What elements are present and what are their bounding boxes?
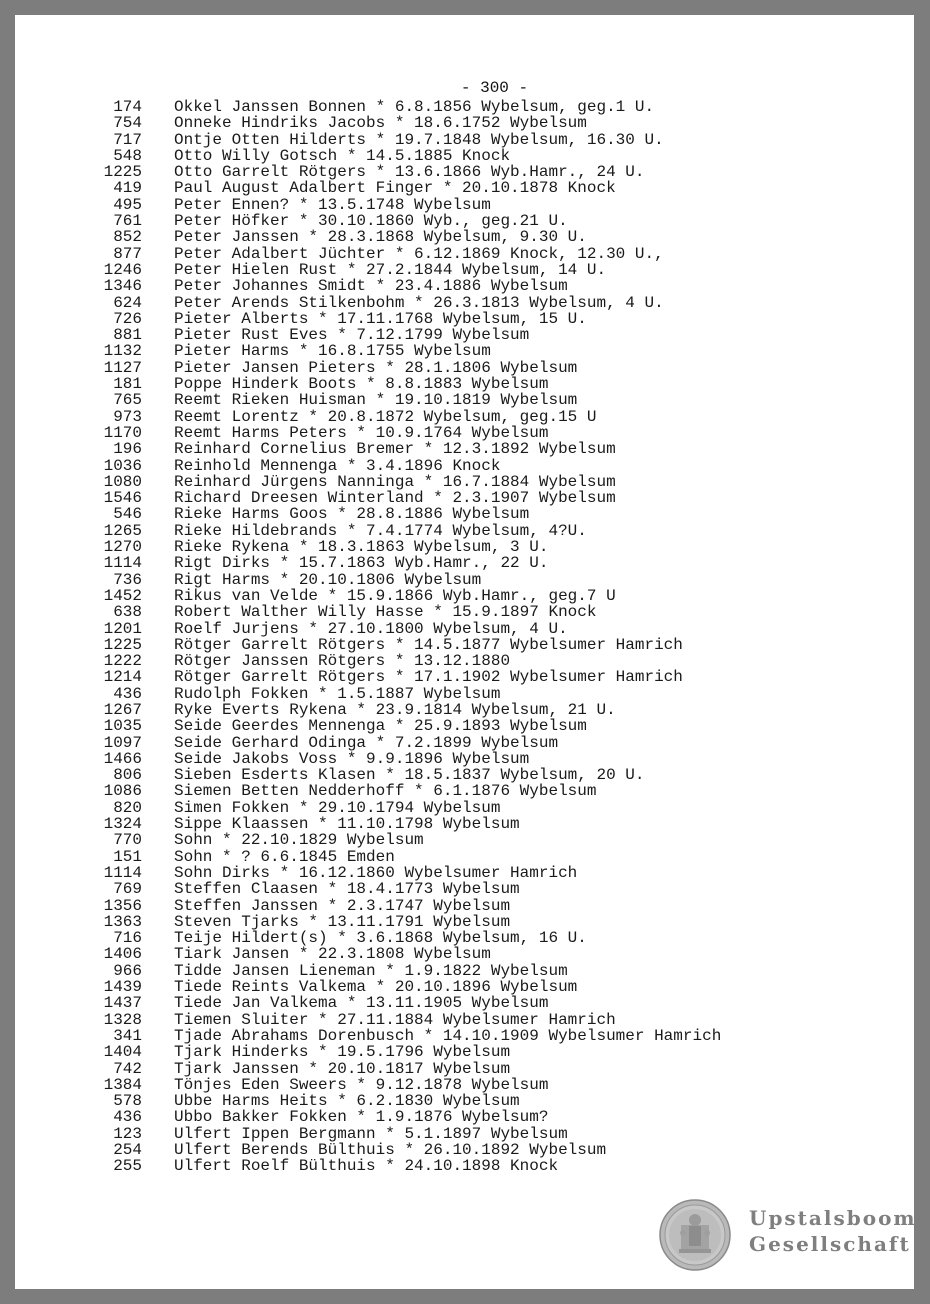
entry-number: 436: [113, 684, 142, 703]
entry-row: [15, 686, 721, 702]
entry-number: 1035: [103, 717, 142, 736]
entry-row: [15, 539, 721, 555]
entry-number: 546: [113, 505, 142, 524]
entry-text: Richard Dreesen Winterland * 2.3.1907 Wybelsum: [174, 489, 616, 508]
entry-text: Tiark Jansen * 22.3.1808 Wybelsum: [174, 945, 491, 964]
entry-text: Pieter Alberts * 17.11.1768 Wybelsum, 15 U.: [174, 309, 587, 328]
entry-number: 1214: [103, 668, 142, 687]
entry-number: 341: [113, 1026, 142, 1045]
entry-number: 852: [113, 228, 142, 247]
entry-number: 1439: [103, 978, 142, 997]
entry-row: [15, 767, 721, 783]
entry-number: 881: [113, 326, 142, 345]
entry-number: 1404: [103, 1043, 142, 1062]
entry-number: 1225: [103, 163, 142, 182]
entry-text: Peter Johannes Smidt * 23.4.1886 Wybelsum: [174, 277, 568, 296]
entry-text: Reinhard Cornelius Bremer * 12.3.1892 Wybelsum: [174, 440, 616, 459]
entry-row: [15, 653, 721, 669]
entry-text: Simen Fokken * 29.10.1794 Wybelsum: [174, 798, 501, 817]
entry-row: [15, 1077, 721, 1093]
entry-text: Pieter Jansen Pieters * 28.1.1806 Wybelsum: [174, 358, 578, 377]
entry-row: [15, 343, 721, 359]
entry-text: Teije Hildert(s) * 3.6.1868 Wybelsum, 16 U.: [174, 929, 587, 948]
entry-row: [15, 490, 721, 506]
entry-text: Peter Hielen Rust * 27.2.1844 Wybelsum, 14 U.: [174, 260, 607, 279]
entry-number: 765: [113, 391, 142, 410]
entry-number: 254: [113, 1141, 142, 1159]
entry-number: 761: [113, 212, 142, 231]
entry-text: Tjade Abrahams Dorenbusch * 14.10.1909 Wybelsumer Hamrich: [174, 1026, 722, 1045]
entry-row: [15, 441, 721, 457]
entry-row: [15, 1061, 721, 1077]
entry-row: [15, 523, 721, 539]
entry-row: [15, 180, 721, 196]
entry-text: Ontje Otten Hilderts * 19.7.1848 Wybelsum, 16.30 U.: [174, 130, 664, 149]
entry-text: Ulfert Roelf Bülthuis * 24.10.1898 Knock: [174, 1157, 559, 1176]
entry-text: Tiemen Sluiter * 27.11.1884 Wybelsumer Hamrich: [174, 1010, 616, 1029]
entry-text: Tidde Jansen Lieneman * 1.9.1822 Wybelsum: [174, 961, 568, 980]
entry-text: Steven Tjarks * 13.11.1791 Wybelsum: [174, 912, 511, 931]
entry-number: 806: [113, 766, 142, 785]
entry-number: 1363: [103, 912, 142, 931]
entry-row: [15, 1126, 721, 1142]
entry-text: Onneke Hindriks Jacobs * 18.6.1752 Wybelsum: [174, 114, 587, 133]
entry-text: Peter Adalbert Jüchter * 6.12.1869 Knock, 12.30 U.,: [174, 244, 664, 263]
entry-row: [15, 376, 721, 392]
entry-text: Peter Ennen? * 13.5.1748 Wybelsum: [174, 195, 491, 214]
entry-text: Reemt Harms Peters * 10.9.1764 Wybelsum: [174, 423, 549, 442]
entry-row: [15, 1093, 721, 1109]
entry-text: Rieke Harms Goos * 28.8.1886 Wybelsum: [174, 505, 530, 524]
entry-number: 548: [113, 146, 142, 165]
entry-text: Steffen Claasen * 18.4.1773 Wybelsum: [174, 880, 520, 899]
entry-row: [15, 735, 721, 751]
entry-text: Ulfert Berends Bülthuis * 26.10.1892 Wybelsum: [174, 1141, 607, 1159]
entry-number: 1114: [103, 554, 142, 573]
entry-text: Rudolph Fokken * 1.5.1887 Wybelsum: [174, 684, 501, 703]
entry-row: [15, 930, 721, 946]
entry-row: [15, 1012, 721, 1028]
entry-text: Roelf Jurjens * 27.10.1800 Wybelsum, 4 U.: [174, 619, 568, 638]
seal-icon: [659, 1199, 731, 1271]
entry-row: [15, 751, 721, 767]
entry-row: [15, 555, 721, 571]
entry-text: Otto Garrelt Rötgers * 13.6.1866 Wyb.Hamr., 24 U.: [174, 163, 645, 182]
entry-number: 1114: [103, 863, 142, 882]
society-logo: [659, 1199, 917, 1275]
entry-text: Seide Gerhard Odinga * 7.2.1899 Wybelsum: [174, 733, 559, 752]
entry-text: Tönjes Eden Sweers * 9.12.1878 Wybelsum: [174, 1075, 549, 1094]
entry-number: 181: [113, 375, 142, 394]
entry-text: Reemt Lorentz * 20.8.1872 Wybelsum, geg.15 U: [174, 407, 597, 426]
entry-text: Steffen Janssen * 2.3.1747 Wybelsum: [174, 896, 511, 915]
entry-number: 174: [113, 98, 142, 116]
entry-number: 123: [113, 1124, 142, 1143]
entry-text: Paul August Adalbert Finger * 20.10.1878 Knock: [174, 179, 616, 198]
entry-number: 717: [113, 130, 142, 149]
entry-row: [15, 800, 721, 816]
entry-number: 1466: [103, 749, 142, 768]
entry-row: [15, 246, 721, 262]
entry-text: Tjark Hinderks * 19.5.1796 Wybelsum: [174, 1043, 511, 1062]
entry-number: 1246: [103, 260, 142, 279]
entry-number: 1132: [103, 342, 142, 361]
entry-row: [15, 392, 721, 408]
entry-text: Tiede Jan Valkema * 13.11.1905 Wybelsum: [174, 994, 549, 1013]
entry-number: 770: [113, 831, 142, 850]
entry-row: [15, 148, 721, 164]
entry-number: 151: [113, 847, 142, 866]
entry-row: [15, 669, 721, 685]
entry-row: [15, 1028, 721, 1044]
entry-row: [15, 1044, 721, 1060]
entry-text: Reemt Rieken Huisman * 19.10.1819 Wybelsum: [174, 391, 578, 410]
entry-number: 1080: [103, 472, 142, 491]
entry-row: [15, 474, 721, 490]
entry-row: [15, 914, 721, 930]
entry-text: Peter Janssen * 28.3.1868 Wybelsum, 9.30 U.: [174, 228, 587, 247]
entry-number: 1267: [103, 700, 142, 719]
entry-row: [15, 702, 721, 718]
entry-number: 255: [113, 1157, 142, 1176]
entry-text: Pieter Harms * 16.8.1755 Wybelsum: [174, 342, 491, 361]
entry-text: Rikus van Velde * 15.9.1866 Wyb.Hamr., geg.7 U: [174, 586, 616, 605]
entry-text: Rieke Hildebrands * 7.4.1774 Wybelsum, 4?U.: [174, 521, 587, 540]
entry-row: [15, 213, 721, 229]
entry-text: Reinhold Mennenga * 3.4.1896 Knock: [174, 456, 501, 475]
entry-text: Rigt Harms * 20.10.1806 Wybelsum: [174, 570, 482, 589]
logo-line-2: Gesellschaft: [749, 1232, 911, 1256]
entry-number: 638: [113, 603, 142, 622]
entry-row: [15, 360, 721, 376]
entry-row: [15, 946, 721, 962]
entry-number: 1097: [103, 733, 142, 752]
entry-number: 1546: [103, 489, 142, 508]
entry-text: Poppe Hinderk Boots * 8.8.1883 Wybelsum: [174, 375, 549, 394]
entry-row: [15, 621, 721, 637]
entry-number: 769: [113, 880, 142, 899]
entry-number: 966: [113, 961, 142, 980]
entry-number: 1265: [103, 521, 142, 540]
entry-row: [15, 1109, 721, 1125]
entry-number: 726: [113, 309, 142, 328]
entry-number: 1170: [103, 423, 142, 442]
entry-number: 1384: [103, 1075, 142, 1094]
entry-text: Ubbo Bakker Fokken * 1.9.1876 Wybelsum?: [174, 1108, 549, 1127]
entry-number: 495: [113, 195, 142, 214]
entry-number: 436: [113, 1108, 142, 1127]
entry-row: [15, 995, 721, 1011]
entry-row: [15, 278, 721, 294]
entry-row: [15, 832, 721, 848]
entry-number: 419: [113, 179, 142, 198]
entry-row: [15, 979, 721, 995]
entry-text: Tjark Janssen * 20.10.1817 Wybelsum: [174, 1059, 511, 1078]
entry-row: [15, 506, 721, 522]
document-page: [15, 15, 917, 1289]
entry-row: [15, 295, 721, 311]
entry-text: Sippe Klaassen * 11.10.1798 Wybelsum: [174, 815, 520, 834]
entry-text: Tiede Reints Valkema * 20.10.1896 Wybelsum: [174, 978, 578, 997]
entry-text: Rieke Rykena * 18.3.1863 Wybelsum, 3 U.: [174, 538, 549, 557]
entry-row: [15, 115, 721, 131]
entry-row: [15, 963, 721, 979]
entry-text: Pieter Rust Eves * 7.12.1799 Wybelsum: [174, 326, 530, 345]
entry-number: 578: [113, 1092, 142, 1111]
entry-row: [15, 409, 721, 425]
entry-text: Seide Geerdes Mennenga * 25.9.1893 Wybelsum: [174, 717, 587, 736]
entry-number: 1036: [103, 456, 142, 475]
entry-text: Robert Walther Willy Hasse * 15.9.1897 Knock: [174, 603, 597, 622]
entry-text: Rigt Dirks * 15.7.1863 Wyb.Hamr., 22 U.: [174, 554, 549, 573]
entry-list: [15, 99, 721, 1175]
entry-text: Rötger Janssen Rötgers * 13.12.1880: [174, 652, 511, 671]
entry-number: 1406: [103, 945, 142, 964]
entry-number: 1201: [103, 619, 142, 638]
entry-row: [15, 849, 721, 865]
entry-number: 754: [113, 114, 142, 133]
entry-row: [15, 262, 721, 278]
entry-row: [15, 783, 721, 799]
entry-number: 196: [113, 440, 142, 459]
entry-number: 1225: [103, 635, 142, 654]
entry-row: [15, 311, 721, 327]
entry-row: [15, 718, 721, 734]
logo-line-1: Upstalsboom: [749, 1206, 917, 1230]
entry-number: 742: [113, 1059, 142, 1078]
entry-number: 1346: [103, 277, 142, 296]
entry-text: Peter Arends Stilkenbohm * 26.3.1813 Wybelsum, 4 U.: [174, 293, 664, 312]
entry-number: 1356: [103, 896, 142, 915]
entry-number: 736: [113, 570, 142, 589]
entry-number: 1270: [103, 538, 142, 557]
entry-text: Peter Höfker * 30.10.1860 Wyb., geg.21 U.: [174, 212, 568, 231]
entry-text: Sohn * ? 6.6.1845 Emden: [174, 847, 395, 866]
entry-text: Rötger Garrelt Rötgers * 14.5.1877 Wybelsumer Hamrich: [174, 635, 683, 654]
entry-row: [15, 229, 721, 245]
entry-row: [15, 327, 721, 343]
entry-number: 1222: [103, 652, 142, 671]
entry-number: 1437: [103, 994, 142, 1013]
entry-row: [15, 816, 721, 832]
entry-text: Siemen Betten Nedderhoff * 6.1.1876 Wybelsum: [174, 782, 597, 801]
page-number: - 300 -: [460, 79, 529, 97]
entry-number: 973: [113, 407, 142, 426]
entry-text: Ryke Everts Rykena * 23.9.1814 Wybelsum, 21 U.: [174, 700, 616, 719]
entry-text: Sohn Dirks * 16.12.1860 Wybelsumer Hamrich: [174, 863, 578, 882]
entry-row: [15, 1142, 721, 1158]
entry-text: Okkel Janssen Bonnen * 6.8.1856 Wybelsum, geg.1 U.: [174, 98, 655, 116]
entry-row: [15, 458, 721, 474]
entry-number: 877: [113, 244, 142, 263]
entry-text: Sieben Esderts Klasen * 18.5.1837 Wybelsum, 20 U.: [174, 766, 645, 785]
entry-number: 1086: [103, 782, 142, 801]
entry-text: Ubbe Harms Heits * 6.2.1830 Wybelsum: [174, 1092, 520, 1111]
logo-text: [749, 1205, 917, 1257]
entry-row: [15, 881, 721, 897]
entry-row: [15, 99, 721, 115]
entry-number: 716: [113, 929, 142, 948]
entry-row: [15, 1158, 721, 1174]
entry-row: [15, 865, 721, 881]
entry-text: Sohn * 22.10.1829 Wybelsum: [174, 831, 424, 850]
entry-number: 1328: [103, 1010, 142, 1029]
entry-number: 1127: [103, 358, 142, 377]
entry-row: [15, 588, 721, 604]
entry-row: [15, 572, 721, 588]
entry-number: 1452: [103, 586, 142, 605]
entry-row: [15, 637, 721, 653]
entry-row: [15, 898, 721, 914]
entry-row: [15, 164, 721, 180]
entry-number: 820: [113, 798, 142, 817]
entry-row: [15, 132, 721, 148]
entry-text: Otto Willy Gotsch * 14.5.1885 Knock: [174, 146, 511, 165]
entry-number: 1324: [103, 815, 142, 834]
entry-text: Ulfert Ippen Bergmann * 5.1.1897 Wybelsum: [174, 1124, 568, 1143]
entry-row: [15, 604, 721, 620]
entry-text: Seide Jakobs Voss * 9.9.1896 Wybelsum: [174, 749, 530, 768]
entry-text: Rötger Garrelt Rötgers * 17.1.1902 Wybelsumer Hamrich: [174, 668, 683, 687]
entry-row: [15, 425, 721, 441]
entry-row: [15, 197, 721, 213]
entry-number: 624: [113, 293, 142, 312]
entry-text: Reinhard Jürgens Nanninga * 16.7.1884 Wybelsum: [174, 472, 616, 491]
